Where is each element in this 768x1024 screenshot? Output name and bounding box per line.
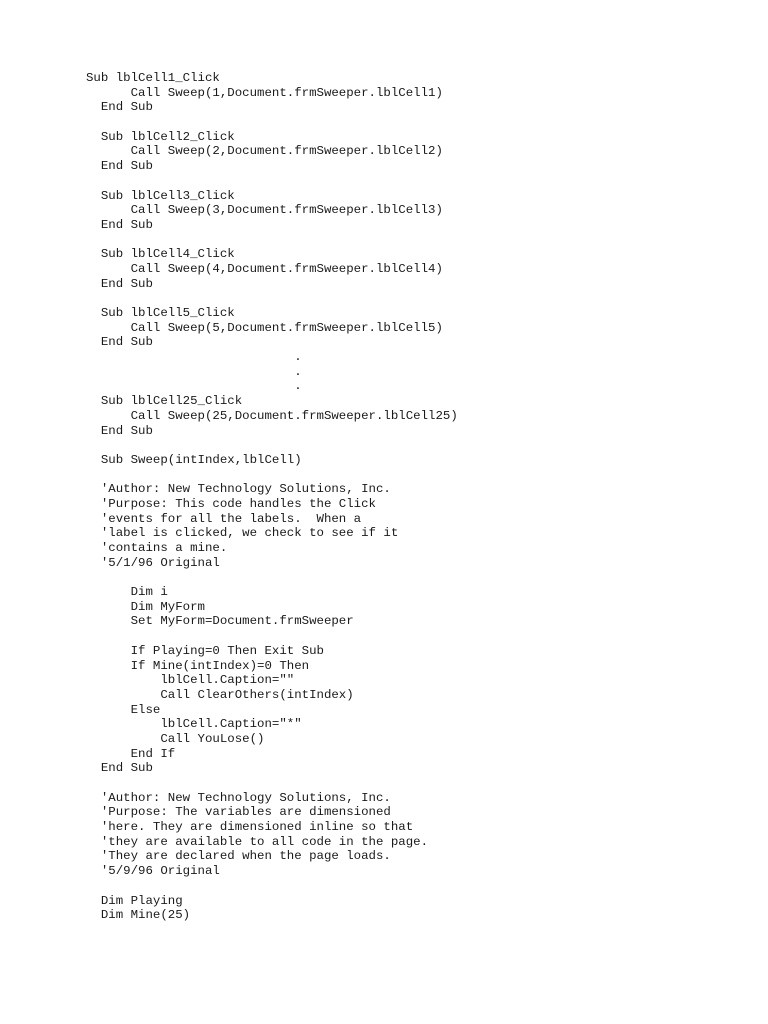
code-line: End Sub <box>86 335 153 350</box>
code-line: End If <box>86 746 176 761</box>
code-line: 'They are declared when the page loads. <box>86 849 391 864</box>
code-line: . <box>86 379 302 394</box>
code-line: '5/1/96 Original <box>86 555 220 570</box>
code-line: Dim Playing <box>86 893 183 908</box>
code-line: Call Sweep(3,Document.frmSweeper.lblCell3) <box>86 203 443 218</box>
code-line: '5/9/96 Original <box>86 864 220 879</box>
code-line: 'here. They are dimensioned inline so that <box>86 820 414 835</box>
code-line: Sub lblCell25_Click <box>86 394 243 409</box>
code-line: Sub Sweep(intIndex,lblCell) <box>86 452 302 467</box>
code-line: End Sub <box>86 159 153 174</box>
code-line: End Sub <box>86 217 153 232</box>
code-line <box>86 233 458 248</box>
code-listing <box>86 71 458 923</box>
code-line: Sub lblCell4_Click <box>86 247 235 262</box>
code-line: . <box>86 364 302 379</box>
code-line: Call Sweep(4,Document.frmSweeper.lblCell4) <box>86 261 443 276</box>
code-line: Sub lblCell3_Click <box>86 188 235 203</box>
code-line: 'Purpose: The variables are dimensioned <box>86 805 391 820</box>
code-line: Call Sweep(1,Document.frmSweeper.lblCell1) <box>86 85 443 100</box>
code-line: Else <box>86 702 161 717</box>
code-line: 'contains a mine. <box>86 541 228 555</box>
code-line: If Playing=0 Then Exit Sub <box>86 643 324 658</box>
code-line: End Sub <box>86 276 153 291</box>
code-line <box>86 174 458 189</box>
code-line: Dim Mine(25) <box>86 908 191 923</box>
code-line: lblCell.Caption="*" <box>86 717 302 732</box>
code-line: Call YouLose() <box>86 731 265 746</box>
code-line: lblCell.Caption="" <box>86 673 295 688</box>
code-line: Set MyForm=Document.frmSweeper <box>86 614 354 629</box>
code-line: Sub lblCell1_Click <box>86 71 220 85</box>
code-line: Call Sweep(5,Document.frmSweeper.lblCell5) <box>86 320 443 335</box>
code-line: Sub lblCell2_Click <box>86 129 235 144</box>
code-line: End Sub <box>86 100 153 115</box>
code-line: Call Sweep(2,Document.frmSweeper.lblCell2) <box>86 144 443 159</box>
code-line: 'Author: New Technology Solutions, Inc. <box>86 790 391 805</box>
code-line <box>86 879 458 894</box>
code-line <box>86 629 458 644</box>
code-line <box>86 115 458 130</box>
code-line: Dim MyForm <box>86 599 205 614</box>
code-line: 'Purpose: This code handles the Click <box>86 496 376 511</box>
code-line: 'label is clicked, we check to see if it <box>86 526 399 541</box>
code-line: Call Sweep(25,Document.frmSweeper.lblCell25) <box>86 408 458 423</box>
code-line <box>86 291 458 306</box>
code-line: Dim i <box>86 585 168 600</box>
code-line: 'Author: New Technology Solutions, Inc. <box>86 482 391 497</box>
code-line: End Sub <box>86 761 153 776</box>
code-line: . <box>86 350 302 365</box>
code-line: If Mine(intIndex)=0 Then <box>86 658 310 673</box>
code-line <box>86 468 458 483</box>
code-line <box>86 776 458 791</box>
code-line: Sub lblCell5_Click <box>86 306 235 320</box>
code-line: 'events for all the labels. When a <box>86 511 362 526</box>
code-line <box>86 438 458 453</box>
code-line: 'they are available to all code in the page. <box>86 834 429 849</box>
code-line: End Sub <box>86 423 153 438</box>
code-line <box>86 570 458 585</box>
code-line: Call ClearOthers(intIndex) <box>86 687 354 702</box>
